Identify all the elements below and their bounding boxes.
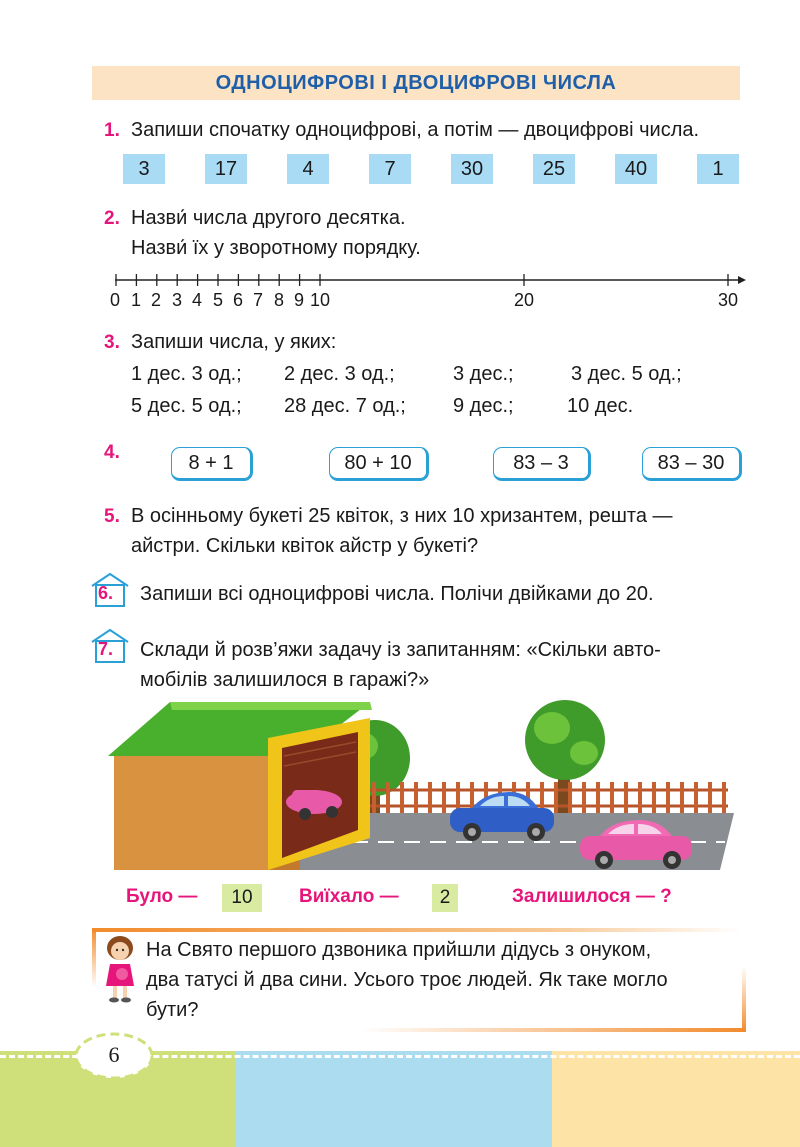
expression-card: 8 + 1	[171, 447, 253, 481]
task-number-6: 6.	[98, 583, 114, 603]
puzzle-line3: бути?	[146, 999, 199, 1021]
task3-item: 3 дес.;	[453, 363, 514, 385]
number-box: 30	[451, 154, 493, 184]
ruler-label: 5	[213, 290, 224, 310]
task3-intro: Запиши числа, у яких:	[131, 331, 337, 353]
ruler-label: 1	[131, 290, 142, 310]
value-left: 2	[432, 884, 458, 912]
task6-text: Запиши всі одноцифрові числа. Полічи двійками до 20.	[140, 583, 654, 605]
page-number: 6	[108, 1042, 120, 1067]
ruler-label: 10	[310, 290, 331, 310]
task-number-3: 3.	[104, 332, 120, 353]
label-was: Було —	[126, 886, 198, 907]
task3-item: 3 дес. 5 од.;	[571, 363, 682, 385]
expression-card: 83 – 3	[493, 447, 591, 481]
ruler-label: 2	[151, 290, 162, 310]
number-box: 25	[533, 154, 575, 184]
task3-item: 10 дес.	[567, 395, 634, 417]
puzzle-line1: На Свято першого дзвоника прийшли дідусь з онуком,	[146, 939, 652, 961]
value-was: 10	[222, 884, 262, 912]
ruler-label: 20	[514, 290, 535, 310]
ruler-label: 3	[172, 290, 183, 310]
ruler-label: 6	[233, 290, 244, 310]
task7-line2: мобілів залишилося в гаражі?»	[140, 669, 430, 691]
ruler-label: 4	[192, 290, 203, 310]
task3-item: 28 дес. 7 од.;	[284, 395, 406, 417]
task3-item: 1 дес. 3 од.;	[131, 363, 242, 385]
task-number-1: 1.	[104, 120, 120, 141]
task2-line1: Назви́ числа другого десятка.	[131, 207, 406, 229]
number-box: 17	[205, 154, 247, 184]
expression-card: 83 – 30	[642, 447, 742, 481]
ruler-label: 9	[294, 290, 305, 310]
ruler-label: 8	[274, 290, 285, 310]
task-number-5: 5.	[104, 506, 120, 527]
task5-line1: В осінньому букеті 25 квіток, з них 10 хризантем, решта —	[131, 505, 673, 527]
number-box: 4	[287, 154, 329, 184]
expression-card: 80 + 10	[329, 447, 429, 481]
task-number-7: 7.	[98, 639, 114, 659]
number-box: 40	[615, 154, 657, 184]
puzzle-border-top	[92, 928, 742, 932]
number-box: 3	[123, 154, 165, 184]
garage-illustration	[100, 698, 740, 878]
footer-band-yellow	[552, 1051, 800, 1147]
page-title: ОДНОЦИФРОВІ І ДВОЦИФРОВІ ЧИСЛА	[215, 72, 617, 94]
task2-line2: Назви́ їх у зворотному порядку.	[131, 237, 421, 259]
number-box: 1	[697, 154, 739, 184]
task7-line1: Склади й розв’яжи задачу із запитанням: «Скільки авто-	[140, 639, 661, 661]
puzzle-border-right	[742, 966, 746, 1032]
task1-text: Запиши спочатку одноцифрові, а потім — двоцифрові числа.	[131, 119, 700, 141]
ruler-labels	[100, 290, 750, 316]
task-number-2: 2.	[104, 208, 120, 229]
ruler-label: 7	[253, 290, 264, 310]
puzzle-border-bottom	[360, 1028, 746, 1032]
footer-band-blue	[236, 1051, 552, 1147]
task3-item: 2 дес. 3 од.;	[284, 363, 395, 385]
task-number-4: 4.	[104, 442, 120, 463]
ruler-label: 0	[110, 290, 121, 310]
task3-item: 5 дес. 5 од.;	[131, 395, 242, 417]
girl-icon	[100, 934, 140, 1006]
number-box: 7	[369, 154, 411, 184]
task5-line2: айстри. Скільки квіток айстр у букеті?	[131, 535, 479, 557]
puzzle-border-left	[92, 928, 96, 988]
task3-item: 9 дес.;	[453, 395, 514, 417]
ruler-label: 30	[718, 290, 739, 310]
label-remain: Залишилося — ?	[512, 886, 672, 907]
puzzle-line2: два татусі й два сини. Усього троє людей. Як таке могло	[146, 969, 668, 991]
label-left: Виїхало —	[299, 886, 399, 907]
